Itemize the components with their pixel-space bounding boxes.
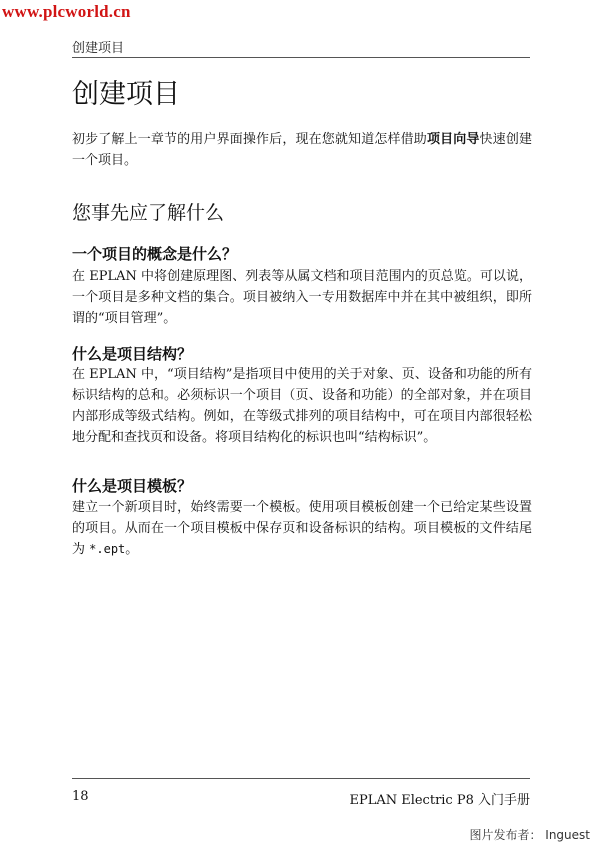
intro-bold-term: 项目向导 [426, 132, 480, 147]
intro-text-end: 快速创建一个项目。 [72, 132, 532, 168]
answer-paragraph-project-structure: 在 EPLAN 中，“项目结构”是指项目中使用的关于对象、页、设备和功能的所有标识结构的总和。必须标识一个项目（页、设备和功能）的全部对象，并在项目内部形成等级式结构。例如，在等级式排列的项目结构中，可在项目内部很轻松地分配和查找页和设备。将项目结构化的标识也叫“结构标识”。 [72, 367, 532, 445]
question-heading-project-structure: 什么是项目结构？ [72, 345, 193, 363]
question-heading-project-concept: 一个项目的概念是什么？ [72, 245, 238, 263]
footer-divider [72, 778, 530, 779]
intro-text-start: 初步了解上一章节的用户界面操作后，现在您就知道怎样借助 [72, 132, 427, 147]
answer-paragraph-project-template [72, 497, 532, 560]
footer-book-title: EPLAN Electric P8 入门手册 [349, 793, 530, 808]
watermark-publisher: 图片发布者： Inguest [469, 828, 590, 842]
template-file-extension: *.ept [89, 542, 126, 556]
page-title: 创建项目 [72, 79, 180, 110]
page-number: 18 [72, 789, 89, 804]
question-heading-project-template: 什么是项目模板？ [72, 477, 193, 495]
answer-paragraph-project-concept: 在 EPLAN 中将创建原理图、列表等从属文档和项目范围内的页总览。可以说，一个项目是多种文档的集合。项目被纳入一专用数据库中并在其中被组织，即所谓的“项目管理”。 [72, 269, 532, 326]
section-heading: 您事先应了解什么 [72, 202, 225, 224]
watermark-site-url: www.plcworld.cn [2, 2, 131, 21]
header-divider [72, 57, 530, 58]
running-header: 创建项目 [72, 41, 125, 56]
template-text-start: 建立一个新项目时，始终需要一个模板。使用项目模板创建一个已给定某些设置的项目。从而在一个项目模板中保存页和设备标识的结构。项目模板的文件结尾为 [72, 500, 532, 557]
template-text-end: 。 [125, 542, 139, 557]
intro-paragraph [72, 129, 532, 171]
